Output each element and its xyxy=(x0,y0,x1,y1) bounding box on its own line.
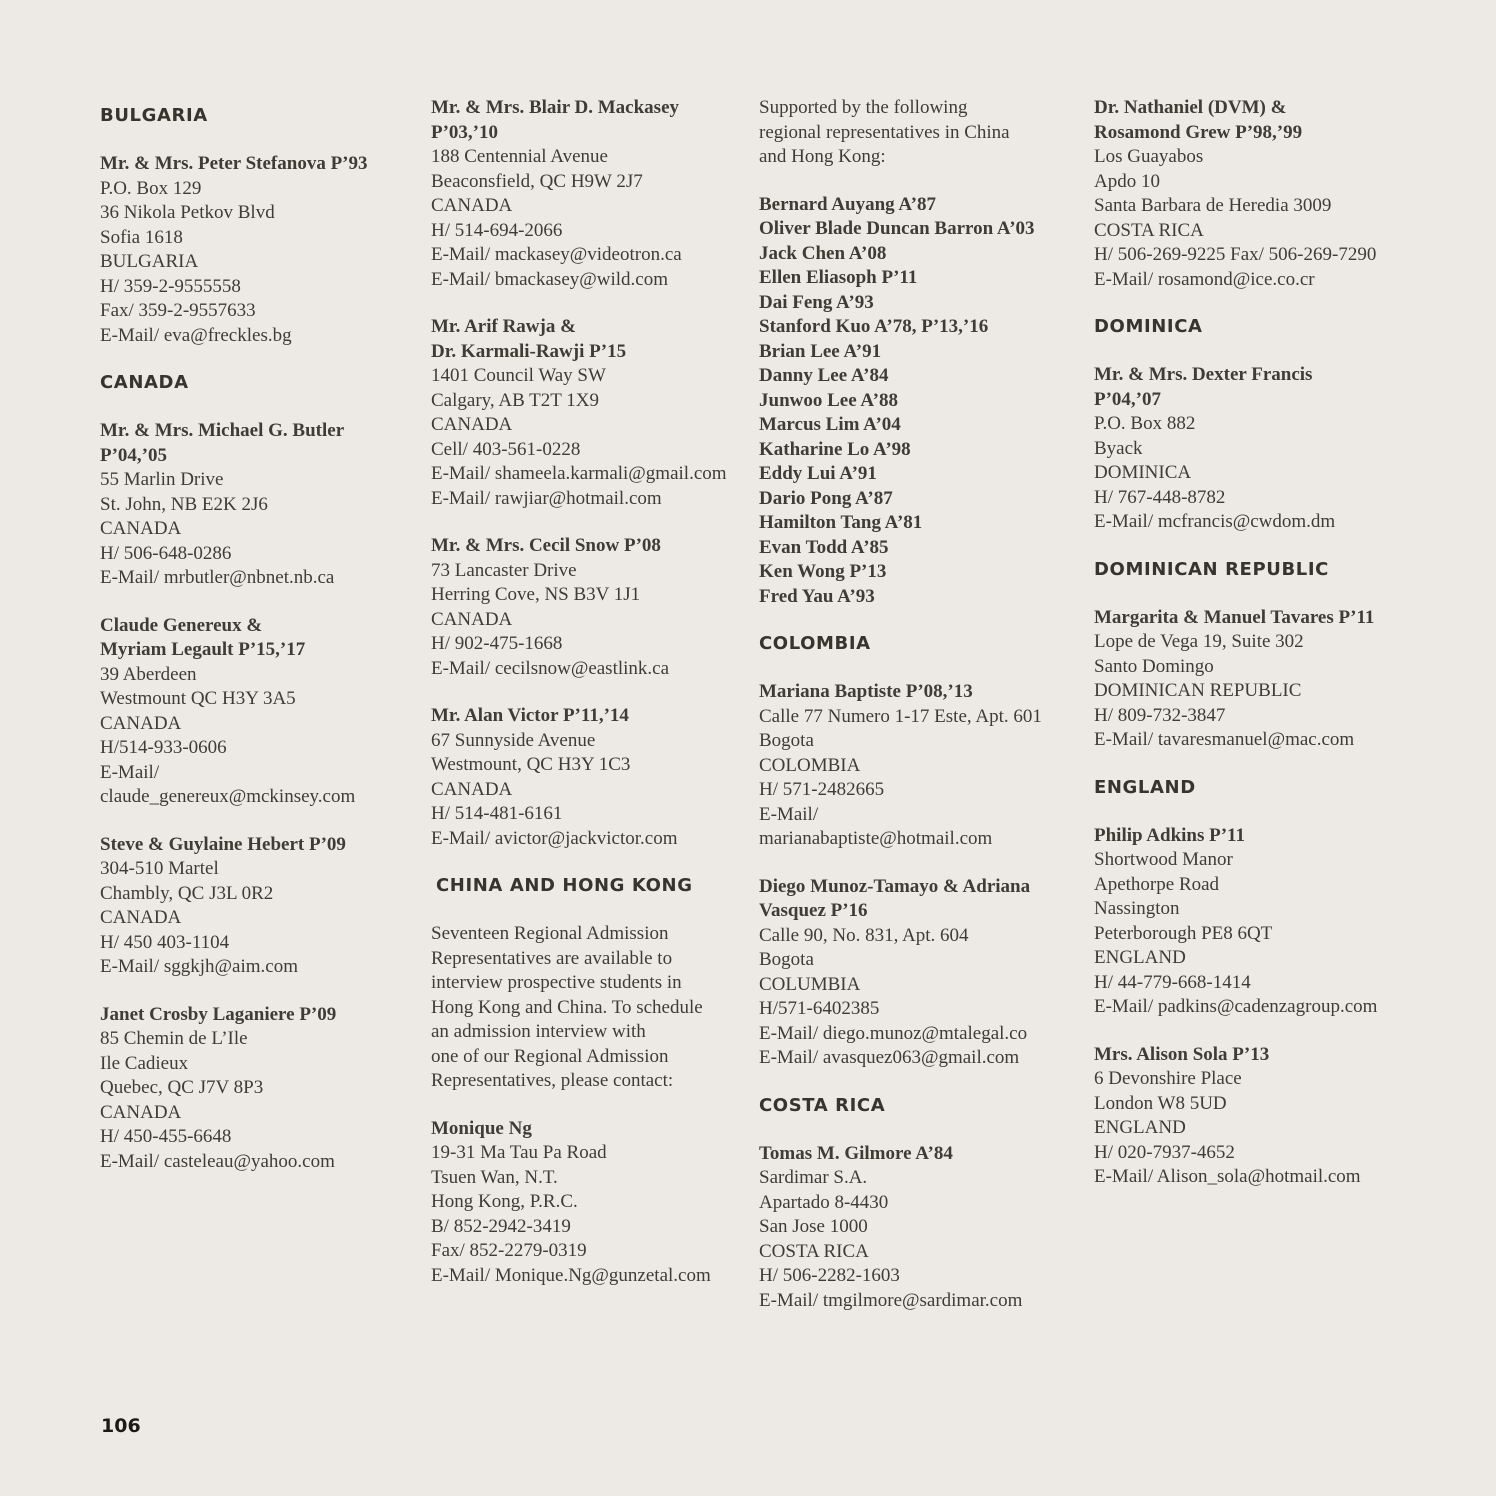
contact-name-line: Dr. Karmali-Rawji P’15 xyxy=(431,340,627,362)
contact-detail-line: H/ 020-7937-4652 xyxy=(1094,1141,1235,1163)
contact-name-line: Monique Ng xyxy=(431,1117,532,1139)
representative-name: Evan Todd A’85 xyxy=(759,536,889,558)
contact-name-line: P’03,’10 xyxy=(431,121,499,143)
contact-detail-line: E-Mail/ xyxy=(100,761,160,783)
contact-detail-line: E-Mail/ avasquez063@gmail.com xyxy=(759,1047,1020,1068)
contact-detail-line: DOMINICA xyxy=(1094,462,1192,483)
intro-line: Hong Kong and China. To schedule xyxy=(431,996,703,1018)
contact-detail-line: H/ 359-2-9555558 xyxy=(100,275,241,297)
contact-name xyxy=(759,875,1089,924)
intro-paragraph xyxy=(431,922,749,1094)
contact-detail-line: E-Mail/ shameela.karmali@gmail.com xyxy=(431,463,727,484)
contact-entry xyxy=(100,614,420,810)
intro-line: interview prospective students in xyxy=(431,972,682,993)
representative-name: Katharine Lo A’98 xyxy=(759,438,911,460)
representative-name: Marcus Lim A’04 xyxy=(759,414,901,435)
contact-entry xyxy=(431,96,749,292)
contact-name xyxy=(1094,96,1454,145)
contact-detail-line: E-Mail/ avictor@jackvictor.com xyxy=(431,827,678,849)
contact-detail-line: E-Mail/ mcfrancis@cwdom.dm xyxy=(1094,511,1336,532)
contact-name-line: Dr. Nathaniel (DVM) & xyxy=(1094,97,1287,118)
contact-detail-line: B/ 852-2942-3419 xyxy=(431,1215,571,1237)
intro-line: an admission interview with xyxy=(431,1021,646,1042)
contact-entry xyxy=(431,704,749,851)
contact-detail-line: Westmount, QC H3Y 1C3 xyxy=(431,754,631,775)
contact-name xyxy=(431,704,749,729)
contact-detail-line: CANADA xyxy=(431,778,513,800)
contact-detail-line: P.O. Box 129 xyxy=(100,177,202,199)
contact-name-line: Mr. Alan Victor P’11,’14 xyxy=(431,705,629,726)
contact-detail-line: H/ 450 403-1104 xyxy=(100,931,230,953)
contact-name xyxy=(1094,824,1454,849)
contact-detail-line: 19-31 Ma Tau Pa Road xyxy=(431,1142,607,1163)
representative-name: Jack Chen A’08 xyxy=(759,242,887,264)
representative-name: Ellen Eliasoph P’11 xyxy=(759,267,918,288)
representative-name: Fred Yau A’93 xyxy=(759,585,875,607)
contact-detail-line: E-Mail/ padkins@cadenzagroup.com xyxy=(1094,996,1378,1017)
contact-detail-line: COSTA RICA xyxy=(1094,219,1204,241)
contact-detail-line: claude_genereux@mckinsey.com xyxy=(100,786,356,807)
contact-detail-line: H/ 506-269-9225 Fax/ 506-269-7290 xyxy=(1094,244,1377,265)
contact-detail-line: P.O. Box 882 xyxy=(1094,413,1196,434)
representative-name: Junwoo Lee A’88 xyxy=(759,389,898,411)
contact-detail-line: Santo Domingo xyxy=(1094,655,1214,677)
contact-detail-line: 36 Nikola Petkov Blvd xyxy=(100,202,275,223)
contact-entry xyxy=(431,534,749,681)
country-heading: CANADA xyxy=(100,372,189,393)
intro-line: Supported by the following xyxy=(759,97,968,118)
contact-detail-line: CANADA xyxy=(100,518,182,539)
contact-detail-line: 73 Lancaster Drive xyxy=(431,559,577,581)
intro-line: Representatives, please contact: xyxy=(431,1070,674,1091)
contact-name-line: Janet Crosby Laganiere P’09 xyxy=(100,1003,337,1025)
contact-name xyxy=(100,833,420,858)
contact-name-line: Vasquez P’16 xyxy=(759,900,868,921)
country-heading: COSTA RICA xyxy=(759,1094,886,1116)
contact-name-line: Mr. & Mrs. Cecil Snow P’08 xyxy=(431,535,661,556)
contact-name xyxy=(431,1117,749,1142)
contact-entry xyxy=(431,1117,749,1289)
contact-name-line: P’04,’07 xyxy=(1094,388,1162,410)
contact-detail-line: Apdo 10 xyxy=(1094,170,1160,192)
contact-detail-line: Fax/ 852-2279-0319 xyxy=(431,1240,587,1261)
contact-detail-line: London W8 5UD xyxy=(1094,1092,1227,1114)
contact-entry xyxy=(431,315,749,511)
contact-detail-line: H/ 809-732-3847 xyxy=(1094,704,1226,726)
contact-detail-line: H/ 506-648-0286 xyxy=(100,542,232,564)
contact-detail-line: H/ 767-448-8782 xyxy=(1094,486,1226,508)
contact-entry xyxy=(759,680,1089,852)
contact-name xyxy=(759,680,1089,705)
contact-name-line: Tomas M. Gilmore A’84 xyxy=(759,1142,953,1164)
contact-detail-line: Los Guayabos xyxy=(1094,146,1204,167)
contact-detail-line: E-Mail/ rosamond@ice.co.cr xyxy=(1094,268,1315,290)
contact-name xyxy=(1094,1043,1454,1068)
contact-detail-line: H/ 514-481-6161 xyxy=(431,803,563,824)
contact-detail-line: Nassington xyxy=(1094,898,1180,919)
contact-name-line: Diego Munoz-Tamayo & Adriana xyxy=(759,875,1031,897)
contact-detail-line: E-Mail/ tavaresmanuel@mac.com xyxy=(1094,729,1355,750)
page-number: 106 xyxy=(101,1415,141,1437)
contact-detail-line: E-Mail/ diego.munoz@mtalegal.co xyxy=(759,1022,1028,1044)
contact-name-line: Mr. & Mrs. Michael G. Butler xyxy=(100,420,345,441)
contact-detail-line: ENGLAND xyxy=(1094,1117,1186,1138)
contact-detail-line: E-Mail/ bmackasey@wild.com xyxy=(431,268,668,290)
contact-detail-line: Westmount QC H3Y 3A5 xyxy=(100,688,296,709)
contact-name-line: Steve & Guylaine Hebert P’09 xyxy=(100,833,346,855)
representative-name: Eddy Lui A’91 xyxy=(759,463,877,484)
contact-detail-line: 55 Marlin Drive xyxy=(100,469,224,490)
contact-detail-line: 304-510 Martel xyxy=(100,858,219,879)
contact-detail-line: Byack xyxy=(1094,437,1143,459)
contact-detail-line: H/ 44-779-668-1414 xyxy=(1094,971,1251,993)
contact-detail-line: COSTA RICA xyxy=(759,1240,869,1262)
contact-detail-line: Calle 90, No. 831, Apt. 604 xyxy=(759,924,969,946)
contact-name-line: Mr. & Mrs. Dexter Francis xyxy=(1094,364,1313,385)
contact-detail-line: 188 Centennial Avenue xyxy=(431,146,608,167)
contact-detail-line: Cell/ 403-561-0228 xyxy=(431,438,581,460)
contact-name xyxy=(1094,606,1454,631)
contact-entry xyxy=(1094,96,1454,292)
contact-detail-line: Sardimar S.A. xyxy=(759,1167,868,1188)
contact-name-line: P’04,’05 xyxy=(100,444,168,466)
contact-detail-line: marianabaptiste@hotmail.com xyxy=(759,828,993,849)
contact-detail-line: Calgary, AB T2T 1X9 xyxy=(431,389,600,411)
contact-detail-line: Santa Barbara de Heredia 3009 xyxy=(1094,195,1332,216)
contact-detail-line: Bogota xyxy=(759,949,814,970)
contact-detail-line: Quebec, QC J7V 8P3 xyxy=(100,1077,264,1098)
contact-name xyxy=(431,96,749,145)
contact-entry xyxy=(100,1003,420,1175)
intro-line: and Hong Kong: xyxy=(759,146,886,167)
contact-detail-line: E-Mail/ tmgilmore@sardimar.com xyxy=(759,1289,1023,1311)
contact-entry xyxy=(100,833,420,980)
representative-name: Bernard Auyang A’87 xyxy=(759,193,937,215)
contact-detail-line: E-Mail/ mrbutler@nbnet.nb.ca xyxy=(100,567,335,588)
contact-name-line: Mariana Baptiste P’08,’13 xyxy=(759,681,973,702)
representative-name: Oliver Blade Duncan Barron A’03 xyxy=(759,218,1035,239)
contact-detail-line: Herring Cove, NS B3V 1J1 xyxy=(431,584,641,605)
country-heading: DOMINICA xyxy=(1094,316,1203,337)
representative-name: Ken Wong P’13 xyxy=(759,561,887,582)
contact-entry xyxy=(759,875,1089,1071)
contact-name-line: Claude Genereux & xyxy=(100,614,263,636)
contact-detail-line: Apethorpe Road xyxy=(1094,873,1220,895)
contact-entry xyxy=(759,1142,1089,1314)
representative-name: Dario Pong A’87 xyxy=(759,487,893,509)
contact-name-line: Rosamond Grew P’98,’99 xyxy=(1094,121,1303,143)
contact-detail-line: E-Mail/ rawjiar@hotmail.com xyxy=(431,487,662,509)
representative-name: Dai Feng A’93 xyxy=(759,291,874,313)
contact-entry xyxy=(100,419,420,591)
country-heading: BULGARIA xyxy=(100,105,208,126)
contact-entry xyxy=(1094,1043,1454,1190)
contact-name xyxy=(100,152,420,177)
contact-detail-line: Calle 77 Numero 1-17 Este, Apt. 601 xyxy=(759,705,1042,727)
intro-paragraph xyxy=(759,96,1089,170)
contact-name-line: Mr. Arif Rawja & xyxy=(431,316,576,337)
contact-detail-line: E-Mail/ sggkjh@aim.com xyxy=(100,956,298,977)
contact-detail-line: E-Mail/ Monique.Ng@gunzetal.com xyxy=(431,1264,711,1286)
contact-detail-line: Ile Cadieux xyxy=(100,1052,189,1074)
intro-line: one of our Regional Admission xyxy=(431,1045,669,1067)
contact-detail-line: E-Mail/ eva@freckles.bg xyxy=(100,324,292,346)
contact-detail-line: Tsuen Wan, N.T. xyxy=(431,1166,558,1188)
contact-entry xyxy=(100,152,420,348)
representative-name: Stanford Kuo A’78, P’13,’16 xyxy=(759,316,989,337)
contact-detail-line: 39 Aberdeen xyxy=(100,663,197,685)
contact-detail-line: H/ 514-694-2066 xyxy=(431,219,563,241)
contact-name-line: Mrs. Alison Sola P’13 xyxy=(1094,1043,1270,1065)
contact-detail-line: Hong Kong, P.R.C. xyxy=(431,1191,578,1212)
contact-detail-line: CANADA xyxy=(100,907,182,928)
intro-line: regional representatives in China xyxy=(759,121,1010,143)
contact-detail-line: Fax/ 359-2-9557633 xyxy=(100,300,256,321)
contact-detail-line: CANADA xyxy=(100,712,182,734)
contact-detail-line: E-Mail/ xyxy=(759,803,819,825)
intro-line: Representatives are available to xyxy=(431,947,673,969)
directory-column-1 xyxy=(100,96,420,1197)
contact-detail-line: Bogota xyxy=(759,730,814,751)
contact-detail-line: E-Mail/ mackasey@videotron.ca xyxy=(431,244,682,265)
contact-detail-line: CANADA xyxy=(431,195,513,216)
contact-detail-line: BULGARIA xyxy=(100,251,199,272)
contact-detail-line: H/ 571-2482665 xyxy=(759,779,885,800)
intro-line: Seventeen Regional Admission xyxy=(431,923,669,944)
contact-name xyxy=(431,534,749,559)
contact-name xyxy=(431,315,749,364)
country-heading: COLOMBIA xyxy=(759,633,871,654)
contact-detail-line: ENGLAND xyxy=(1094,947,1186,968)
contact-name xyxy=(1094,363,1454,412)
contact-detail-line: DOMINICAN REPUBLIC xyxy=(1094,680,1302,701)
contact-detail-line: H/571-6402385 xyxy=(759,998,880,1019)
country-heading: ENGLAND xyxy=(1094,776,1196,798)
representative-name: Danny Lee A’84 xyxy=(759,365,889,386)
contact-name-line: Mr. & Mrs. Peter Stefanova P’93 xyxy=(100,153,368,174)
contact-detail-line: Peterborough PE8 6QT xyxy=(1094,922,1273,944)
contact-name xyxy=(759,1142,1089,1167)
contact-detail-line: E-Mail/ casteleau@yahoo.com xyxy=(100,1150,335,1172)
contact-detail-line: Sofia 1618 xyxy=(100,226,183,248)
contact-entry xyxy=(1094,363,1454,535)
contact-detail-line: San Jose 1000 xyxy=(759,1216,868,1237)
contact-detail-line: COLUMBIA xyxy=(759,973,861,995)
contact-name-line: Philip Adkins P’11 xyxy=(1094,824,1246,846)
representative-name: Hamilton Tang A’81 xyxy=(759,512,923,533)
contact-detail-line: CANADA xyxy=(100,1101,182,1123)
contact-detail-line: Shortwood Manor xyxy=(1094,849,1233,870)
contact-name-line: Myriam Legault P’15,’17 xyxy=(100,639,306,660)
contact-detail-line: CANADA xyxy=(431,608,513,630)
contact-detail-line: CANADA xyxy=(431,414,513,435)
contact-detail-line: 85 Chemin de L’Ile xyxy=(100,1028,248,1049)
contact-detail-line: H/514-933-0606 xyxy=(100,737,227,758)
contact-detail-line: H/ 506-2282-1603 xyxy=(759,1265,900,1286)
contact-entry xyxy=(1094,606,1454,753)
contact-detail-line: E-Mail/ Alison_sola@hotmail.com xyxy=(1094,1166,1361,1187)
contact-detail-line: Apartado 8-4430 xyxy=(759,1191,889,1213)
contact-detail-line: 6 Devonshire Place xyxy=(1094,1068,1242,1089)
contact-name-line: Margarita & Manuel Tavares P’11 xyxy=(1094,606,1375,628)
contact-detail-line: St. John, NB E2K 2J6 xyxy=(100,493,268,515)
contact-detail-line: Chambly, QC J3L 0R2 xyxy=(100,882,274,904)
contact-name-line: Mr. & Mrs. Blair D. Mackasey xyxy=(431,97,680,118)
country-heading: DOMINICAN REPUBLIC xyxy=(1094,558,1329,580)
contact-detail-line: E-Mail/ cecilsnow@eastlink.ca xyxy=(431,657,670,679)
contact-detail-line: Beaconsfield, QC H9W 2J7 xyxy=(431,170,643,192)
directory-column-3 xyxy=(759,96,1089,1336)
contact-name xyxy=(100,419,420,468)
contact-name xyxy=(100,614,420,663)
representative-name: Brian Lee A’91 xyxy=(759,340,882,362)
contact-detail-line: 1401 Council Way SW xyxy=(431,365,606,386)
contact-entry xyxy=(1094,824,1454,1020)
contact-detail-line: H/ 902-475-1668 xyxy=(431,633,563,654)
contact-detail-line: 67 Sunnyside Avenue xyxy=(431,729,596,751)
contact-detail-line: Lope de Vega 19, Suite 302 xyxy=(1094,631,1304,652)
contact-detail-line: H/ 450-455-6648 xyxy=(100,1126,232,1147)
contact-name xyxy=(100,1003,420,1028)
directory-column-2 xyxy=(431,96,749,1311)
directory-column-4 xyxy=(1094,96,1454,1213)
contact-detail-line: COLOMBIA xyxy=(759,754,861,776)
country-heading: CHINA AND HONG KONG xyxy=(436,875,693,896)
representatives-list xyxy=(759,193,1089,610)
